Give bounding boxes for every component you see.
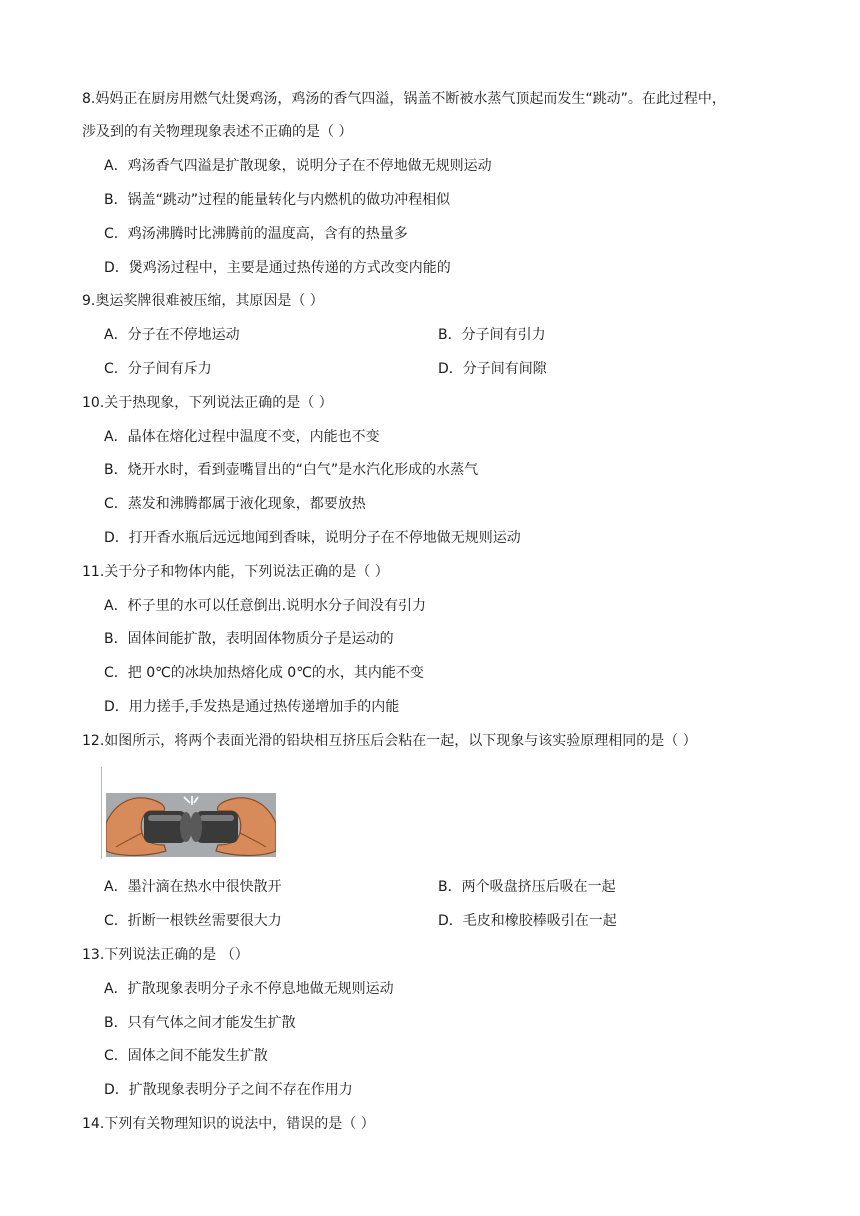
question-11-option-b: B．固体间能扩散，表明固体物质分子是运动的: [104, 631, 394, 647]
question-14-stem: 14.下列有关物理知识的说法中，错误的是（ ）: [82, 1116, 375, 1132]
question-8-option-c: C．鸡汤沸腾时比沸腾前的温度高，含有的热量多: [104, 226, 408, 242]
figure-border-line: [101, 767, 102, 859]
question-8-option-d: D．煲鸡汤过程中，主要是通过热传递的方式改变内能的: [104, 260, 451, 276]
hands-pressing-lead-blocks-photo: [106, 793, 276, 857]
question-13-option-d: D．扩散现象表明分子之间不存在作用力: [104, 1082, 353, 1098]
question-12-figure: [100, 767, 280, 861]
question-12-option-d: D．毛皮和橡胶棒吸引在一起: [438, 913, 617, 929]
question-12-stem: 12.如图所示，将两个表面光滑的铅块相互挤压后会粘在一起，以下现象与该实验原理相同的是（ ）: [82, 733, 697, 749]
question-8-stem-line-2: 涉及到的有关物理现象表述不正确的是（ ）: [82, 124, 353, 140]
question-10-option-d: D．打开香水瓶后远远地闻到香味，说明分子在不停地做无规则运动: [104, 530, 521, 546]
question-10-stem: 10.关于热现象，下列说法正确的是（ ）: [82, 395, 333, 411]
question-8-option-a: A．鸡汤香气四溢是扩散现象，说明分子在不停地做无规则运动: [104, 158, 492, 174]
question-9-option-c: C．分子间有斥力: [104, 361, 212, 377]
question-12-option-b: B．两个吸盘挤压后吸在一起: [438, 879, 616, 895]
question-13-option-c: C．固体之间不能发生扩散: [104, 1048, 268, 1064]
question-13-option-b: B．只有气体之间才能发生扩散: [104, 1015, 296, 1031]
question-12-option-c: C．折断一根铁丝需要很大力: [104, 913, 282, 929]
question-12-option-a: A．墨汁滴在热水中很快散开: [104, 879, 282, 895]
question-9-option-a: A．分子在不停地运动: [104, 327, 240, 343]
question-9-stem: 9.奥运奖牌很难被压缩，其原因是（ ）: [82, 293, 324, 309]
question-11-option-a: A．杯子里的水可以任意倒出.说明水分子间没有引力: [104, 598, 427, 614]
question-10-option-a: A．晶体在熔化过程中温度不变，内能也不变: [104, 429, 380, 445]
question-13-stem: 13.下列说法正确的是 （）: [82, 947, 249, 963]
question-9-option-b: B．分子间有引力: [438, 327, 546, 343]
question-10-option-c: C．蒸发和沸腾都属于液化现象，都要放热: [104, 496, 366, 512]
question-9-option-d: D．分子间有间隙: [438, 361, 547, 377]
question-10-option-b: B．烧开水时，看到壶嘴冒出的“白气”是水汽化形成的水蒸气: [104, 462, 479, 478]
question-8-option-b: B．锅盖“跳动”过程的能量转化与内燃机的做功冲程相似: [104, 192, 451, 208]
question-13-option-a: A．扩散现象表明分子永不停息地做无规则运动: [104, 981, 394, 997]
question-11-option-d: D．用力搓手,手发热是通过热传递增加手的内能: [104, 699, 400, 715]
question-11-option-c: C．把 0℃的冰块加热熔化成 0℃的水，其内能不变: [104, 665, 424, 681]
question-11-stem: 11.关于分子和物体内能，下列说法正确的是（ ）: [82, 564, 389, 580]
question-8-stem-line-1: 8.妈妈正在厨房用燃气灶煲鸡汤，鸡汤的香气四溢，锅盖不断被水蒸气顶起而发生“跳动”。在此过程中，: [82, 91, 726, 107]
